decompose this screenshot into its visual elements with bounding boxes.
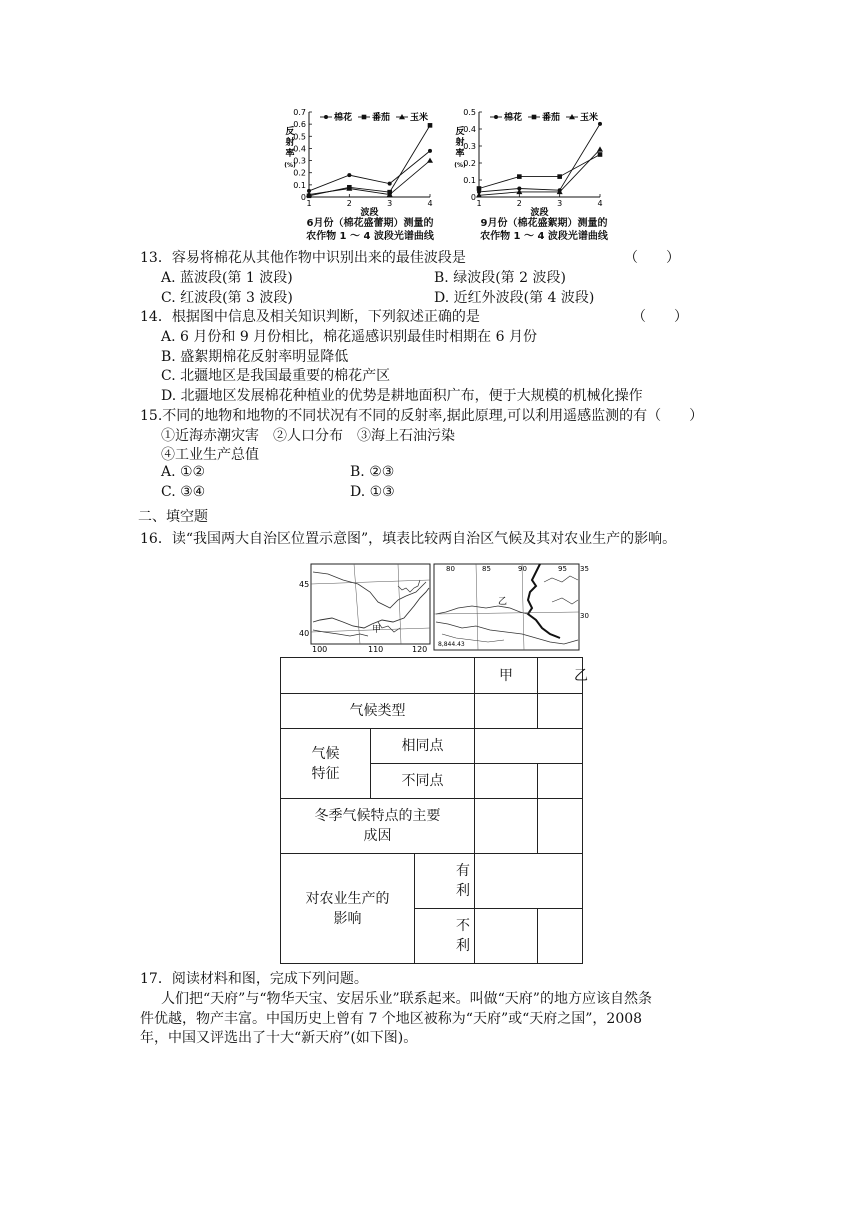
chart0-data-point (428, 149, 432, 153)
cell-unfavorable-jia[interactable] (475, 909, 538, 964)
cell-favorable[interactable] (475, 854, 583, 909)
map-left-lat40: 40 (299, 629, 310, 638)
chart0-legend-label: 番茄 (372, 113, 391, 123)
chart1-legend-label: 玉米 (580, 113, 599, 123)
q15-option-b: B. ②③ (350, 464, 395, 480)
chart0-data-point (347, 173, 351, 177)
q14-option-c: C. 北疆地区是我国最重要的棉花产区 (161, 368, 391, 384)
chart1-data-point (598, 122, 602, 126)
row-winter-cause (281, 799, 475, 854)
chart0-data-point (388, 182, 392, 186)
chart0-series-line (309, 151, 430, 191)
map-right-lon95: 95 (558, 565, 567, 573)
chart1-y-tick-label: 0.5 (463, 108, 476, 117)
q14-option-a: A. 6 月份和 9 月份相比，棉花遥感识别最佳时相期在 6 月份 (161, 329, 537, 345)
chart0-y-tick-label: 0 (300, 193, 306, 202)
map-left-lon120: 120 (412, 645, 428, 654)
map-left-lon110: 110 (368, 645, 384, 654)
chart1-data-point (477, 186, 482, 191)
chart0-legend-marker (362, 115, 367, 120)
q16-stem: 16．读“我国两大自治区位置示意图”，填表比较两自治区气候及其对农业生产的影响。 (140, 531, 677, 547)
chart-june-caption-line1: 6月份（棉花盛蕾期）测量的 (306, 218, 434, 229)
chart0-y-tick-label: 0.3 (293, 156, 306, 166)
q15-stem: 15.不同的地物和地物的不同状况有不同的反射率,据此原理,可以利用遥感监测的有（ ） (140, 408, 704, 424)
chart0-y-tick-label: 0.1 (293, 180, 306, 190)
row-climate-feature-line2: 特征 (311, 765, 340, 782)
section-heading: 二、填空题 (138, 509, 208, 525)
chart0-x-tick-label: 1 (306, 199, 312, 208)
chart1-y-tick-label: 0.1 (463, 176, 476, 185)
map-left-lon100: 100 (312, 645, 328, 654)
q15-items-line2: ④工业生产总值 (161, 447, 259, 463)
cell-winter-jia[interactable] (475, 799, 538, 854)
row-favorable (415, 854, 475, 909)
chart1-data-point (597, 146, 603, 151)
row-climate-feature-line1: 气候 (311, 745, 340, 762)
q15-option-a: A. ①② (161, 464, 206, 480)
map-right-region-yi: 乙 (498, 597, 508, 607)
chart0-legend-label: 玉米 (410, 113, 429, 123)
chart-september-caption-line2: 农作物 1 ～ 4 波段光谱曲线 (480, 231, 608, 242)
q13-stem: 13．容易将棉花从其他作物中识别出来的最佳波段是 (140, 250, 466, 266)
comparison-table (280, 657, 588, 964)
chart1-legend-marker (494, 115, 498, 119)
q17-paragraph-line2: 件优越，物产丰富。中国历史上曾有 7 个地区被称为“天府”或“天府之国”，2008 (140, 1011, 643, 1027)
chart0-y-axis-label: 率 (285, 149, 295, 159)
q14-option-b: B. 盛絮期棉花反射率明显降低 (161, 349, 349, 365)
row-agri-impact-line1: 对农业生产的 (305, 890, 390, 907)
row-unfavorable-line2: 利 (456, 938, 470, 954)
cell-winter-yi[interactable] (538, 799, 583, 854)
row-winter-cause-line2: 成因 (363, 828, 392, 844)
table-corner (281, 658, 475, 694)
chart-september-caption-line1: 9月份（棉花盛絮期）测量的 (480, 218, 608, 229)
row-diff: 不同点 (371, 764, 475, 799)
row-favorable-line1: 有 (456, 863, 470, 879)
cell-climate-type-yi[interactable] (538, 694, 583, 729)
chart1-legend-label: 番茄 (542, 113, 561, 123)
map-right-lon80: 80 (446, 565, 455, 573)
map-right-lat35: 35 (580, 565, 589, 573)
chart-september-caption (464, 217, 624, 243)
chart-june (282, 104, 452, 216)
chart1-legend-marker (532, 115, 537, 120)
chart0-y-tick-label: 0.4 (293, 144, 306, 154)
row-unfavorable (415, 909, 475, 964)
map-right-peak-elevation: 8,844.43 (438, 641, 465, 648)
table-header-yi (538, 658, 588, 694)
table-header-jia: 甲 (475, 658, 538, 694)
map-right-lon90: 90 (518, 565, 527, 573)
chart0-series-line (309, 125, 430, 195)
row-agri-impact-line2: 影响 (333, 910, 362, 927)
q14-stem: 14．根据图中信息及相关知识判断，下列叙述正确的是 (140, 309, 480, 325)
chart0-legend-marker (324, 115, 328, 119)
chart0-y-tick-label: 0.7 (293, 108, 306, 117)
chart-june-caption-line2: 农作物 1 ～ 4 波段光谱曲线 (306, 231, 434, 242)
chart1-y-tick-label: 0.2 (463, 159, 476, 168)
cell-climate-type-jia[interactable] (475, 694, 538, 729)
q17-paragraph-line1: 人们把“天府”与“物华天宝、安居乐业”联系起来。叫做“天府”的地方应该自然条 (161, 991, 652, 1007)
q13-answer-paren[interactable]: （ ） (624, 250, 680, 266)
q15-option-c: C. ③④ (161, 484, 206, 500)
chart0-data-point (428, 123, 433, 128)
cell-diff-yi[interactable] (538, 764, 583, 799)
q15-items-line1: ①近海赤潮灾害 ②人口分布 ③海上石油污染 (161, 428, 455, 444)
chart1-data-point (557, 174, 562, 179)
q13-option-c: C. 红波段(第 3 波段) (161, 290, 293, 306)
chart1-y-axis-label: (%) (454, 162, 466, 169)
chart-june-caption (290, 217, 450, 243)
chart1-x-axis-label: 波段 (530, 208, 549, 218)
chart0-y-axis-label: (%) (284, 162, 296, 169)
map-right (432, 562, 594, 654)
row-winter-cause-line1: 冬季气候特点的主要 (314, 808, 441, 824)
map-left-region-jia: 甲 (372, 625, 382, 635)
chart0-y-axis-label: 射 (285, 138, 295, 148)
chart1-y-axis-label: 射 (455, 138, 465, 148)
chart1-x-tick-label: 3 (557, 199, 563, 208)
chart1-series-line (479, 149, 600, 195)
row-climate-type: 气候类型 (281, 694, 475, 729)
chart1-x-tick-label: 2 (516, 199, 522, 208)
chart0-data-point (427, 158, 433, 163)
cell-diff-jia[interactable] (475, 764, 538, 799)
chart1-data-point (598, 152, 603, 157)
q13-option-b: B. 绿波段(第 2 波段) (434, 270, 566, 286)
row-agri-impact (281, 854, 415, 964)
q15-option-d: D. ①③ (350, 484, 395, 500)
chart1-series-line (479, 124, 600, 192)
chart0-x-tick-label: 3 (387, 199, 393, 208)
cell-same[interactable] (475, 729, 583, 764)
chart1-y-axis-label: 反 (455, 127, 465, 137)
row-unfavorable-line1: 不 (456, 918, 470, 934)
chart0-y-tick-label: 0.6 (293, 120, 306, 130)
map-right-lat30: 30 (580, 612, 589, 620)
row-same: 相同点 (371, 729, 475, 764)
table-header-yi-text: 乙 (574, 667, 588, 684)
map-right-lon85: 85 (482, 565, 491, 573)
chart0-x-tick-label: 2 (346, 199, 352, 208)
q13-option-a: A. 蓝波段(第 1 波段) (161, 270, 293, 286)
map-left-lat45: 45 (299, 580, 310, 589)
chart1-data-point (517, 174, 522, 179)
chart0-y-axis-label: 反 (285, 127, 295, 137)
chart0-y-tick-label: 0.2 (293, 168, 306, 178)
chart1-x-tick-label: 4 (597, 199, 603, 208)
chart1-series-line (479, 155, 600, 189)
chart0-x-tick-label: 4 (427, 199, 433, 208)
chart1-legend-label: 棉花 (504, 113, 523, 123)
chart1-y-tick-label: 0.4 (463, 125, 476, 134)
chart0-legend-label: 棉花 (334, 113, 353, 123)
row-favorable-line2: 利 (456, 883, 470, 899)
row-climate-feature (281, 729, 371, 799)
q17-stem: 17．阅读材料和图，完成下列问题。 (140, 971, 368, 987)
q13-option-d: D. 近红外波段(第 4 波段) (434, 290, 595, 306)
cell-unfavorable-yi[interactable] (538, 909, 583, 964)
q17-paragraph-line3: 年，中国又评选出了十大“新天府”(如下图)。 (140, 1030, 418, 1046)
chart1-x-tick-label: 1 (476, 199, 482, 208)
q14-answer-paren[interactable]: （ ） (632, 309, 688, 325)
chart-september (452, 104, 622, 216)
q14-option-d: D. 北疆地区发展棉花种植业的优势是耕地面积广布，便于大规模的机械化操作 (161, 388, 643, 404)
chart1-y-tick-label: 0.3 (463, 142, 476, 151)
chart0-y-tick-label: 0.5 (293, 132, 306, 142)
map-left (298, 562, 432, 654)
chart1-y-axis-label: 率 (455, 149, 465, 159)
chart1-y-tick-label: 0 (470, 193, 476, 202)
chart0-x-axis-label: 波段 (360, 208, 379, 218)
